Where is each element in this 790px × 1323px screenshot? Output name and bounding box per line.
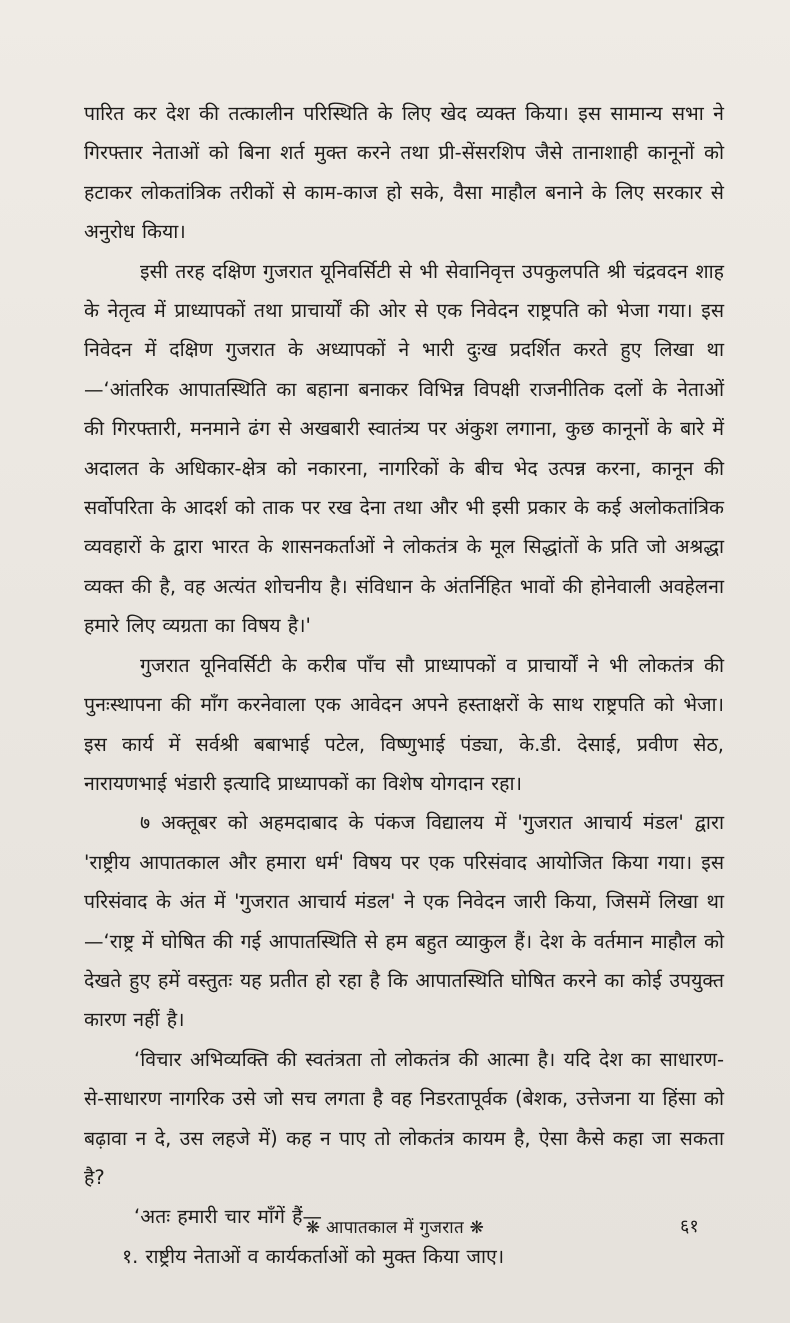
paragraph-4: ७ अक्तूबर को अहमदाबाद के पंकज विद्यालय में 'गुजरात आचार्य मंडल' द्वारा 'राष्ट्रीय आपातकाल और हमारा धर्म' विषय पर एक परिसंवाद आयोजित किया गया। इस परिसंवाद के अंत में 'गुजरात आचार्य मंडल' ने एक निवेदन जारी किया, जिसमें लिखा था—‘राष्ट्र में घोषित की गई आपातस्थिति से हम बहुत व्याकुल हैं। देश के वर्तमान माहौल को देखते हुए हमें वस्तुतः यह प्रतीत हो रहा है कि आपातस्थिति घोषित करने का कोई उपयुक्त कारण नहीं है। — [84, 811, 724, 1032]
paragraph-5: ‘विचार अभिव्यक्ति की स्वतंत्रता तो लोकतंत्र की आत्मा है। यदि देश का साधारण-से-साधारण नागरिक उसे जो सच लगता है वह निडरतापूर्वक (बेशक, उत्तेजना या हिंसा को बढ़ावा न दे, उस लहजे में) कह न पाए तो लोकतंत्र कायम है, ऐसा कैसे कहा जा सकता है? — [84, 1047, 724, 1189]
page-number: ६१ — [680, 1216, 699, 1237]
paragraph-3: गुजरात यूनिवर्सिटी के करीब पाँच सौ प्राध्यापकों व प्राचार्यों ने भी लोकतंत्र की पुनःस्थापना की माँग करनेवाला एक आवेदन अपने हस्ताक्षरों के साथ राष्ट्रपति को भेजा। इस कार्य में सर्वश्री बबाभाई पटेल, विष्णुभाई पंड्या, के.डी. देसाई, प्रवीण सेठ, नारायणभाई भंडारी इत्यादि प्राध्यापकों का विशेष योगदान रहा। — [84, 653, 724, 795]
list-item-1: १. राष्ट्रीय नेताओं व कार्यकर्ताओं को मुक्त किया जाए। — [122, 1244, 505, 1268]
paragraph-2: इसी तरह दक्षिण गुजरात यूनिवर्सिटी से भी सेवानिवृत्त उपकुलपति श्री चंद्रवदन शाह के नेतृत्व में प्राध्यापकों तथा प्राचार्यों की ओर से एक निवेदन राष्ट्रपति को भेजा गया। इस निवेदन में दक्षिण गुजरात के अध्यापकों ने भारी दुःख प्रदर्शित करते हुए लिखा था—‘आंतरिक आपातस्थिति का बहाना बनाकर विभिन्न विपक्षी राजनीतिक दलों के नेताओं की गिरफ्तारी, मनमाने ढंग से अखबारी स्वातंत्र्य पर अंकुश लगाना, कुछ कानूनों के बारे में अदालत के अधिकार-क्षेत्र को नकारना, नागरिकों के बीच भेद उत्पन्न करना, कानून की सर्वोपरिता के आदर्श को ताक पर रख देना तथा और भी इसी प्रकार के कई अलोकतांत्रिक व्यवहारों के द्वारा भारत के शासनकर्ताओं ने लोकतंत्र के मूल सिद्धांतों के प्रति जो अश्रद्धा व्यक्त की है, वह अत्यंत शोचनीय है। संविधान के अंतर्निहित भावों की होनेवाली अवहेलना हमारे लिए व्यग्रता का विषय है।' — [84, 259, 724, 638]
paragraph-6: ‘अतः हमारी चार माँगें हैं— — [134, 1205, 322, 1229]
page-body — [84, 94, 724, 1276]
running-footer-title: ❋ आपातकाल में गुजरात ❋ — [305, 1218, 485, 1238]
paragraph-1: पारित कर देश की तत्कालीन परिस्थिति के लिए खेद व्यक्त किया। इस सामान्य सभा ने गिरफ्तार नेताओं को बिना शर्त मुक्त करने तथा प्री-सेंसरशिप जैसे तानाशाही कानूनों को हटाकर लोकतांत्रिक तरीकों से काम-काज हो सके, वैसा माहौल बनाने के लिए सरकार से अनुरोध किया। — [84, 102, 724, 244]
